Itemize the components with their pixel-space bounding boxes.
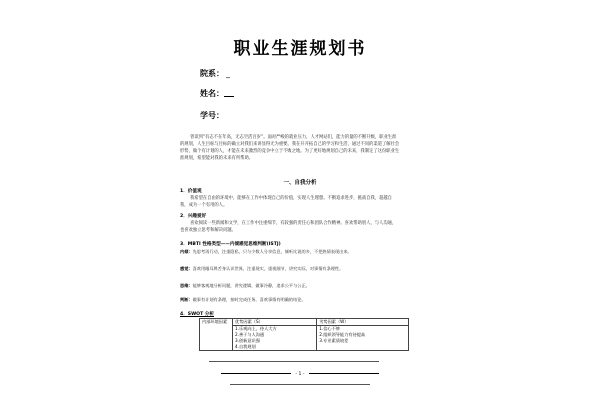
intro-paragraph: 曾读到“有志不在年高，无志空活百岁”。面对严峻的就业压力，人才网站们，能力的量的不断升级，职业生涯的规划，人生目标与目标的确立对我们来讲显得尤为重要。我在开开拓自己的学习和生活，通过不同的渠道了解社会形势，做个有计划的人，才能在未来激烈的竞争中立于不败之地。为了更好地规划自己的未来，我制定了这份职业生涯规划，希望能对我的未来有所帮助。	[180, 135, 400, 161]
document-title: 职业生涯规划书	[233, 39, 367, 59]
list-item: 4.自我规划	[235, 344, 256, 349]
values-paragraph: 我希望在自由的环境中，能够在工作中体现自己的价值，实现人生理想。不断追求进步，挑战自我，超越自我，成为一个有用的人。	[180, 196, 392, 208]
mbti-text: 先思考再行动，注重隐私，只与少数人分享信息，倾听比说的多，不把热情表现出来。	[192, 249, 352, 254]
section-self-analysis: 一、自我分析	[283, 180, 317, 186]
list-item: 1.乐观向上，待人大方	[235, 326, 277, 331]
student-id-label: 学号：	[200, 111, 224, 120]
mbti-line-thinking	[180, 283, 405, 290]
name-underline	[224, 96, 234, 97]
department-label: 院系：	[200, 69, 224, 78]
mbti-text: 喜欢用眼耳鼻舌身认识世界，注重现实，重视细节，讲究实际，对事情有条理性。	[192, 266, 344, 271]
name-label: 姓名：	[200, 89, 224, 98]
interests-paragraph: 喜欢阅读一些新闻和文学，在工作中注重细节，有较强的责任心和团队合作精神。喜欢帮助别人，与人沟通，也喜欢独立思考和解决问题。	[180, 221, 397, 233]
swot-strengths-cell	[233, 326, 317, 351]
subheading-swot: 4．SWOT 分析	[180, 312, 214, 317]
mbti-text: 能够客观地分析问题，讲究逻辑，做事冷静，追求公平与公正。	[192, 283, 310, 288]
list-item: 3.专业素质较差	[319, 338, 349, 343]
swot-table	[199, 318, 409, 351]
name-field	[200, 88, 234, 99]
department-value: _	[226, 69, 230, 78]
student-id-field	[200, 110, 224, 121]
mbti-label: 内倾：	[180, 249, 193, 254]
page-number: - 1 -	[295, 372, 305, 377]
list-item: 1.信心不够	[319, 326, 340, 331]
swot-weaknesses-cell	[317, 326, 409, 351]
bottom-divider	[230, 384, 370, 385]
list-item: 2.善于与人沟通	[235, 332, 265, 337]
subheading-mbti: 3．MBTI 性格类型——内倾感觉思维判断(ISTJ)	[180, 242, 281, 247]
mbti-line-introvert	[180, 249, 405, 256]
page-footer	[0, 372, 600, 377]
footer-rule-left	[221, 373, 291, 374]
table-row	[200, 319, 409, 326]
mbti-label: 判断：	[180, 297, 193, 302]
swot-weaknesses-header: 劣势因素（W）	[317, 319, 409, 326]
mbti-label: 思维：	[180, 283, 193, 288]
footer-rule-right	[309, 373, 379, 374]
subheading-values: 1．价值观	[180, 189, 202, 194]
divider	[209, 361, 379, 362]
mbti-label: 感觉：	[180, 266, 193, 271]
mbti-text: 做事有计划有条理，按时完成任务，喜欢事情有明确的结论。	[192, 297, 306, 302]
list-item: 3.创新意识强	[235, 338, 260, 343]
swot-row-label: 内部环境因素	[200, 319, 233, 351]
mbti-line-judging	[180, 297, 405, 304]
department-field	[200, 68, 230, 79]
mbti-line-sensing	[180, 266, 405, 273]
swot-strengths-header: 优势因素（S）	[233, 319, 317, 326]
subheading-interests: 2．兴趣爱好	[180, 214, 207, 219]
list-item: 2.组织领导能力有待提高	[319, 332, 366, 337]
